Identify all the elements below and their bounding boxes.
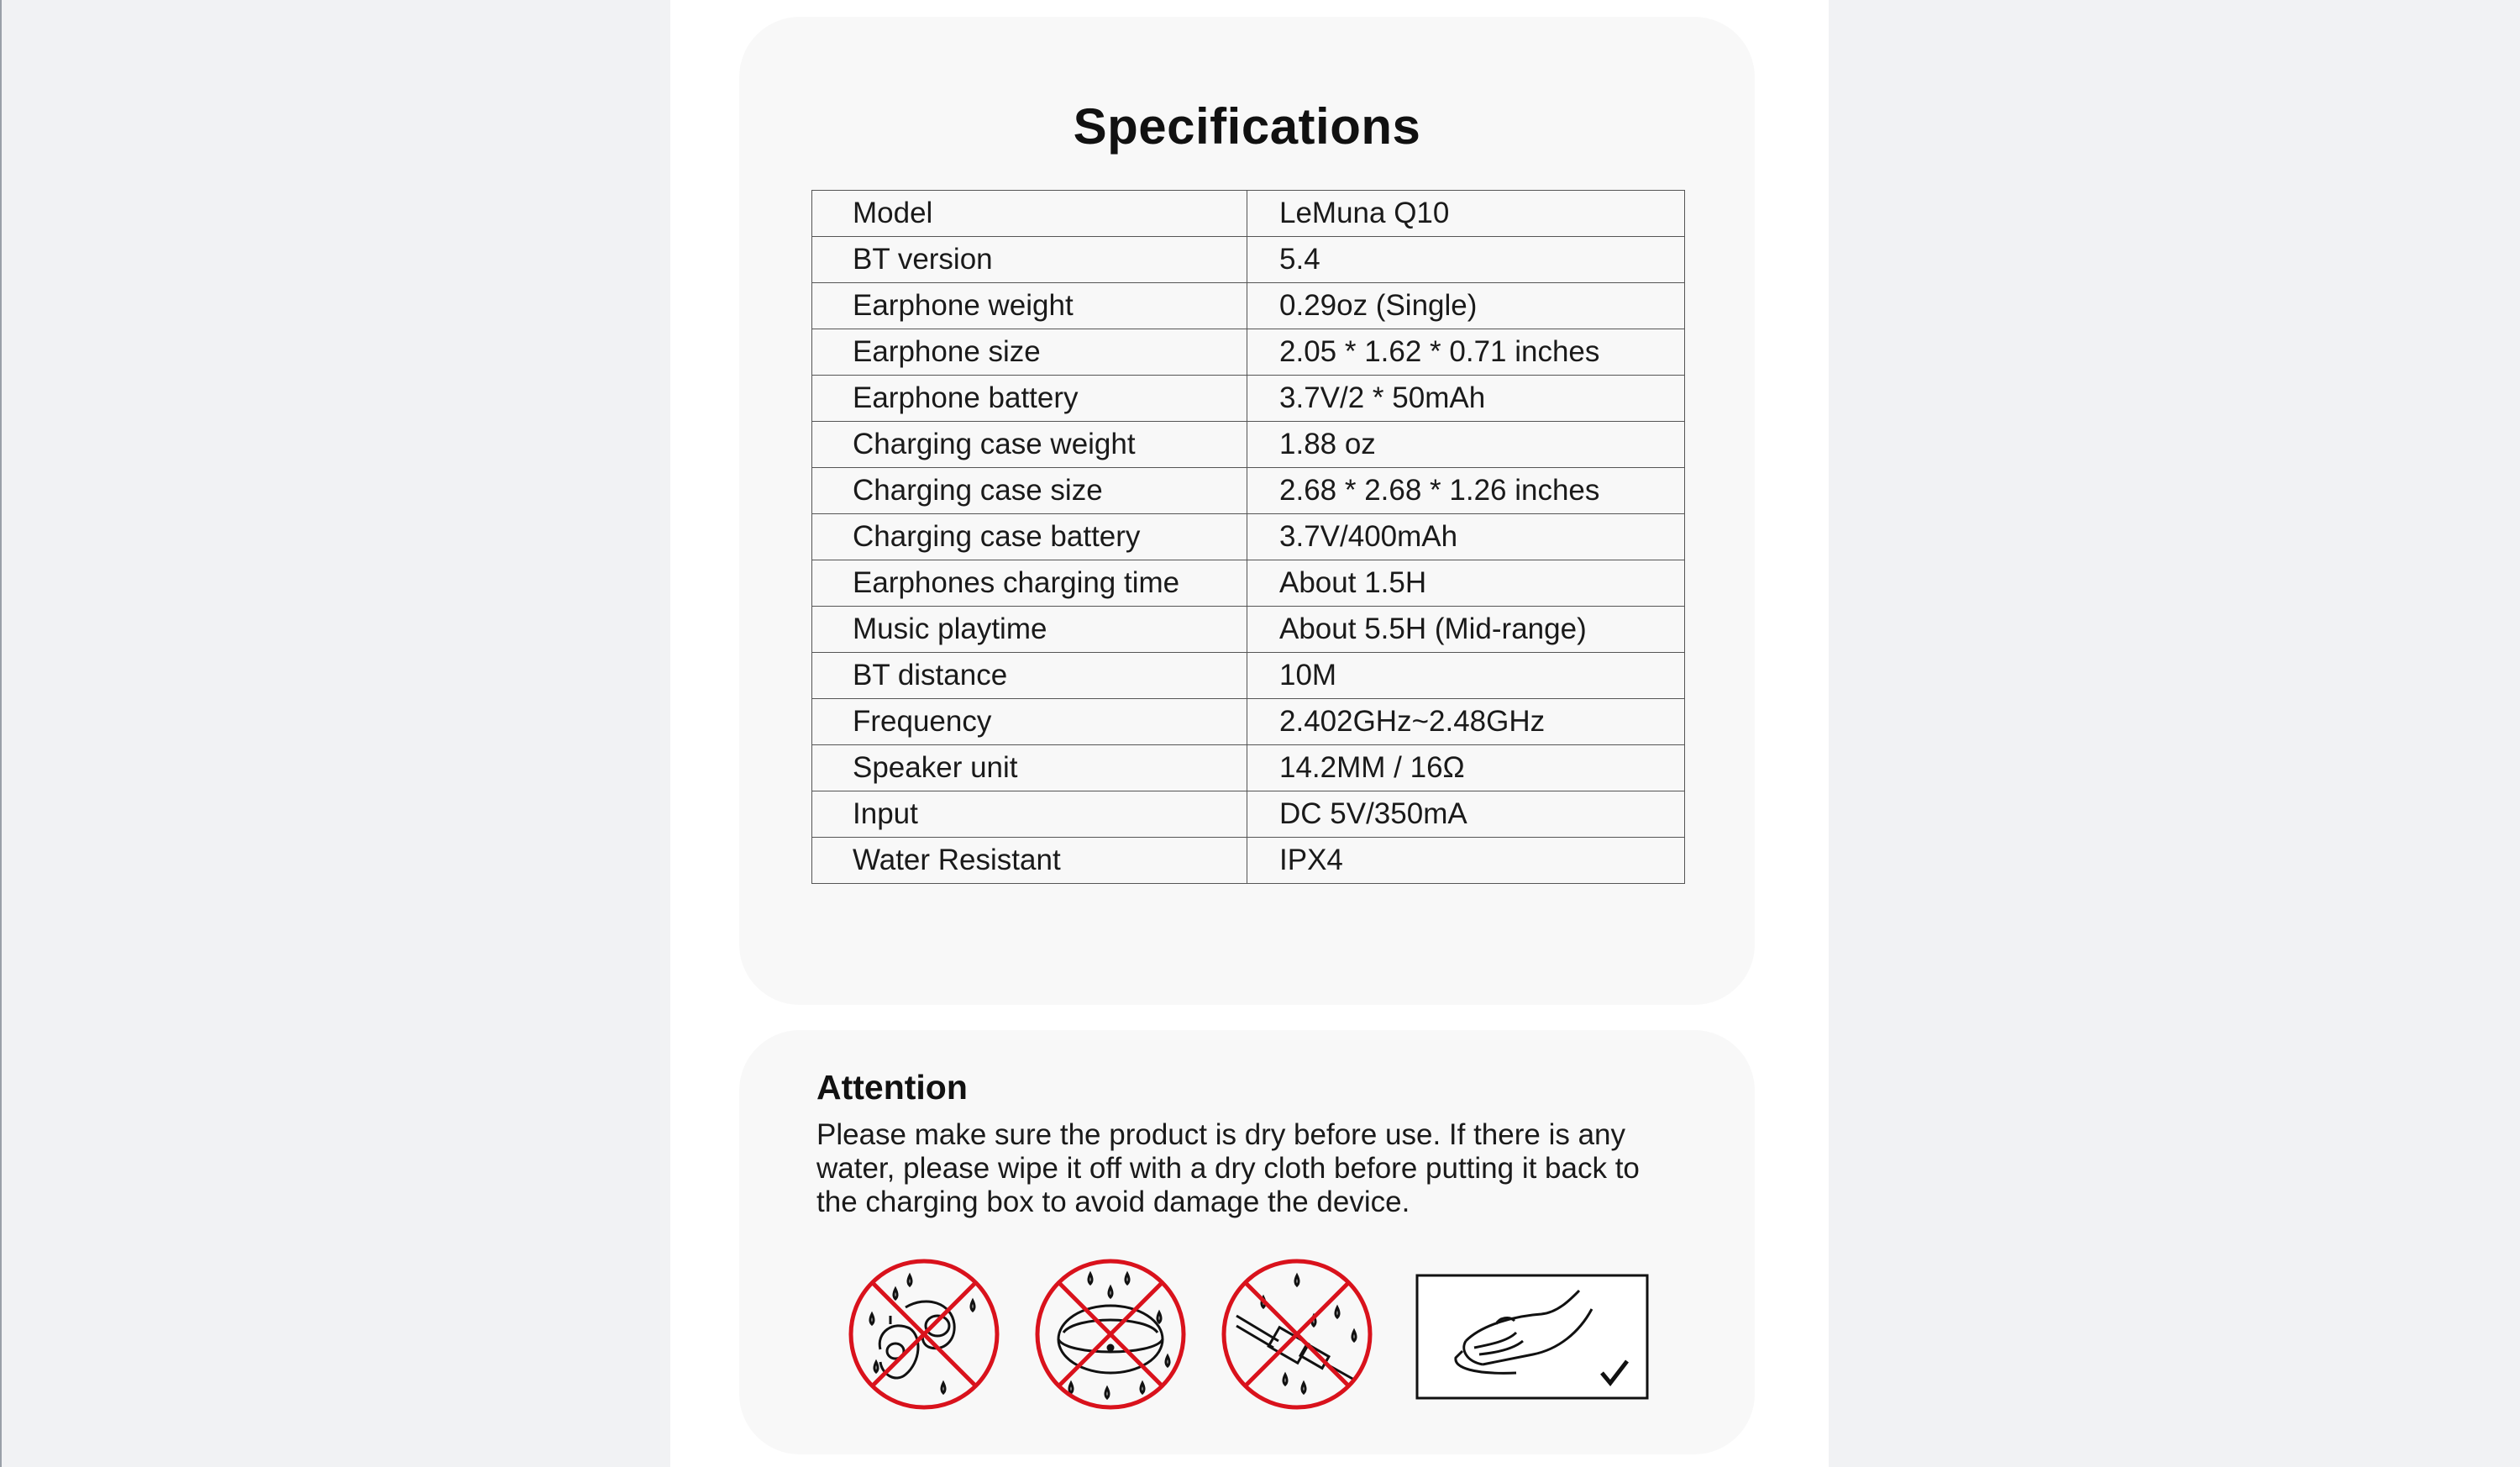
spec-label: Charging case weight	[812, 422, 1247, 468]
table-row	[812, 376, 1685, 422]
spec-label: Charging case battery	[812, 514, 1247, 560]
product-page	[670, 0, 1829, 1467]
spec-label: BT distance	[812, 653, 1247, 699]
no-wet-charging-case-icon	[1033, 1257, 1188, 1412]
specifications-title: Specifications	[1073, 98, 1421, 155]
spec-value: About 1.5H	[1247, 560, 1685, 607]
table-row	[812, 653, 1685, 699]
spec-value: 3.7V/400mAh	[1247, 514, 1685, 560]
table-row	[812, 560, 1685, 607]
attention-text: Please make sure the product is dry before use. If there is any water, please wipe it off with a dry cloth before putting it back to the charging box to avoid damage the device.	[816, 1118, 1640, 1218]
table-row	[812, 422, 1685, 468]
table-row	[812, 237, 1685, 283]
attention-card	[739, 1030, 1755, 1454]
table-row	[812, 607, 1685, 653]
no-wet-earbuds-icon	[847, 1257, 1001, 1412]
spec-value: IPX4	[1247, 838, 1685, 884]
table-row	[812, 699, 1685, 745]
spec-value: DC 5V/350mA	[1247, 791, 1685, 838]
spec-value: 3.7V/2 * 50mAh	[1247, 376, 1685, 422]
spec-value: 10M	[1247, 653, 1685, 699]
specifications-table	[811, 190, 1685, 884]
spec-label: Speaker unit	[812, 745, 1247, 791]
table-row	[812, 283, 1685, 329]
spec-label: Charging case size	[812, 468, 1247, 514]
spec-label: Music playtime	[812, 607, 1247, 653]
spec-label: Earphone size	[812, 329, 1247, 376]
table-row	[812, 791, 1685, 838]
spec-value: LeMuna Q10	[1247, 191, 1685, 237]
no-wet-cable-icon	[1220, 1257, 1374, 1412]
spec-value: 2.68 * 2.68 * 1.26 inches	[1247, 468, 1685, 514]
window-edge	[0, 0, 2, 1467]
spec-value: 2.05 * 1.62 * 0.71 inches	[1247, 329, 1685, 376]
table-row	[812, 468, 1685, 514]
spec-label: Earphone battery	[812, 376, 1247, 422]
wipe-dry-cloth-icon	[1415, 1274, 1649, 1400]
spec-value: 0.29oz (Single)	[1247, 283, 1685, 329]
specifications-card	[739, 17, 1755, 1005]
attention-title: Attention	[816, 1068, 968, 1107]
spec-label: BT version	[812, 237, 1247, 283]
spec-label: Earphone weight	[812, 283, 1247, 329]
spec-value: 5.4	[1247, 237, 1685, 283]
spec-value: 14.2MM / 16Ω	[1247, 745, 1685, 791]
table-row	[812, 838, 1685, 884]
spec-value: 1.88 oz	[1247, 422, 1685, 468]
table-row	[812, 745, 1685, 791]
spec-label: Input	[812, 791, 1247, 838]
spec-label: Model	[812, 191, 1247, 237]
table-row	[812, 191, 1685, 237]
spec-value: 2.402GHz~2.48GHz	[1247, 699, 1685, 745]
spec-value: About 5.5H (Mid-range)	[1247, 607, 1685, 653]
table-row	[812, 514, 1685, 560]
table-row	[812, 329, 1685, 376]
spec-label: Frequency	[812, 699, 1247, 745]
spec-label: Water Resistant	[812, 838, 1247, 884]
spec-label: Earphones charging time	[812, 560, 1247, 607]
